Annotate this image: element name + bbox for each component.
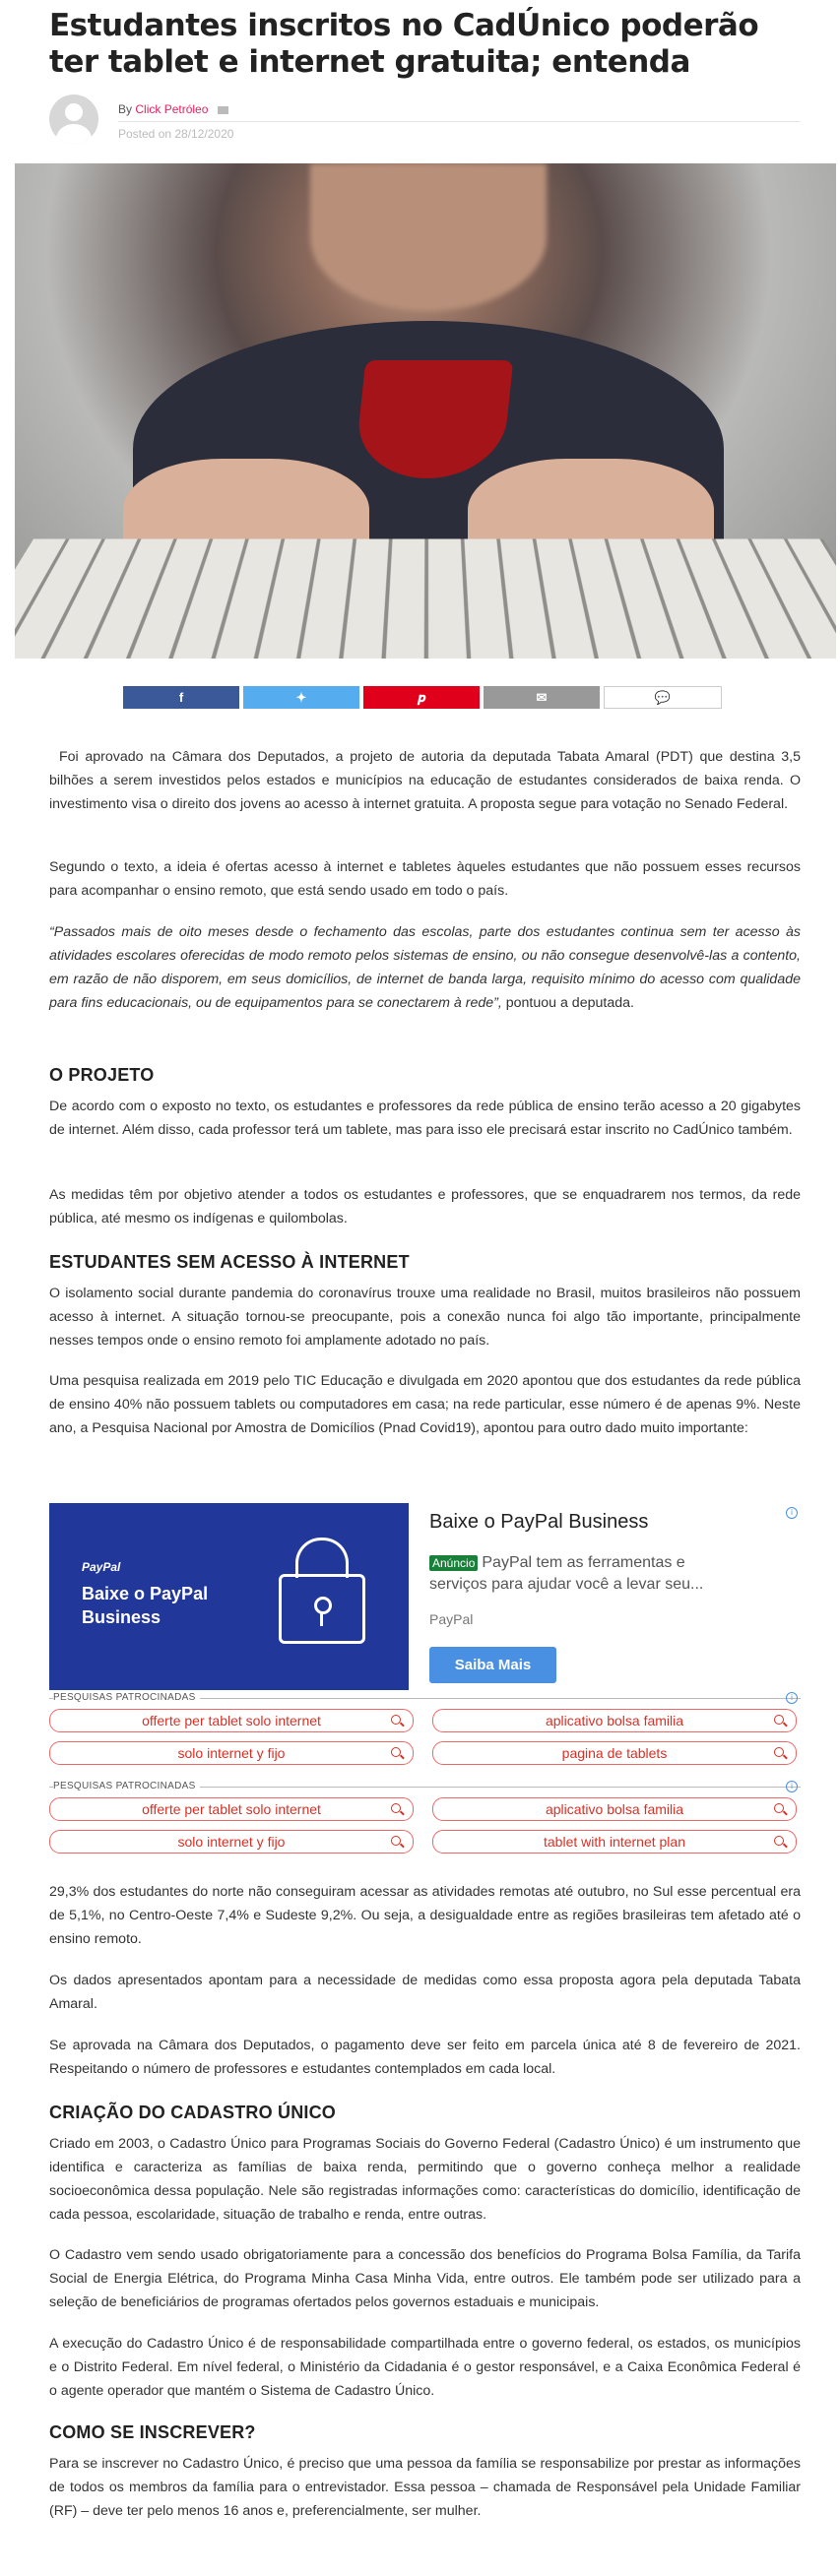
sponsored-search-link[interactable] bbox=[49, 1709, 414, 1732]
sponsored-search-link[interactable] bbox=[432, 1830, 797, 1853]
search-icon bbox=[391, 1803, 401, 1813]
ad-description-text: PayPal tem as ferramentas e serviços para ajudar você a levar seu... bbox=[429, 1554, 704, 1593]
paragraph: Uma pesquisa realizada em 2019 pelo TIC Educação e divulgada em 2020 apontou que dos estudantes da rede pública de ensino 40% não possuem tablets ou computadores em casa; na rede particular, esse número é de apenas 9%. Neste ano, a Pesquisa Nacional por Amostra de Domicílios (Pnad Covid19), apontou para outro dado muito importante: bbox=[49, 1373, 801, 1436]
author-link[interactable]: Click Petróleo bbox=[135, 102, 209, 116]
sponsored-search-link[interactable] bbox=[49, 1741, 414, 1765]
paragraph: Se aprovada na Câmara dos Deputados, o pagamento deve ser feito em parcela única até 8 de fevereiro de 2021. Respeitando o número de professores e estudantes contemplados em cada local. bbox=[49, 2038, 801, 2077]
paragraph: Os dados apresentados apontam para a necessidade de medidas como essa proposta agora pela deputada Tabata Amaral. bbox=[49, 1973, 801, 2012]
sponsored-search-text: aplicativo bolsa familia bbox=[545, 1801, 684, 1817]
quote-attribution: pontuou a deputada. bbox=[501, 995, 634, 1011]
paragraph: As medidas têm por objetivo atender a todos os estudantes e professores, que se enquadrarem nos termos, da rede pública, até mesmo os indígenas e quilombolas. bbox=[49, 1187, 801, 1226]
quote-text: “Passados mais de oito meses desde o fechamento das escolas, parte dos estudantes continua sem ter acesso às atividades escolares oferecidas de modo remoto pelos sistemas de ensino, ou não consegue desenvolvê-las a contento, em razão de não disporem, em seus domicílios, de internet de banda larga, requisito mínimo do acesso com qualidade para fins educacionais, ou de equipamentos para se conectarem à rede”, bbox=[49, 924, 801, 1011]
paragraph: O Cadastro vem sendo usado obrigatoriamente para a concessão dos benefícios do Programa Bolsa Família, da Tarifa Social de Energia Elétrica, do Programa Minha Casa Minha Vida, entre outros. Ele também pode ser utilizado para a seleção de beneficiários de programas ofertados pelos governos estaduais e municipais. bbox=[49, 2247, 801, 2310]
paypal-ad[interactable] bbox=[49, 1503, 801, 1690]
hero-image bbox=[15, 163, 836, 659]
search-icon bbox=[774, 1747, 784, 1757]
ad-source: PayPal bbox=[429, 1611, 474, 1627]
search-icon bbox=[391, 1836, 401, 1846]
sponsored-search-text: offerte per tablet solo internet bbox=[142, 1801, 321, 1817]
author-avatar bbox=[49, 94, 98, 144]
paragraph: Foi aprovado na Câmara dos Deputados, a projeto de autoria da deputada Tabata Amaral (PDT) que destina 3,5 bilhões a serem investidos pelos estados e municípios na educação de estudantes considerados de baixa renda. O investimento visa o direito dos jovens ao acesso à internet gratuita. A proposta segue para votação no Senado Federal. bbox=[49, 749, 801, 812]
sponsored-search-link[interactable] bbox=[49, 1830, 414, 1853]
sponsored-search-text: solo internet y fijo bbox=[177, 1745, 286, 1761]
twitter-share-button[interactable] bbox=[243, 686, 359, 709]
paragraph: 29,3% dos estudantes do norte não conseguiram acessar as atividades remotas até outubro, no Sul esse percentual era de 5,1%, no Centro-Oeste 7,4% e Sudeste 9,2%. Ou seja, a desigualdade entre as regiões brasileiras tem afetado até o ensino remoto. bbox=[49, 1884, 801, 1947]
ad-badge: Anúncio bbox=[429, 1555, 478, 1571]
lock-icon bbox=[279, 1574, 365, 1644]
paypal-logo: PayPal bbox=[82, 1560, 121, 1574]
mail-icon[interactable] bbox=[218, 106, 228, 114]
info-icon[interactable]: i bbox=[786, 1781, 798, 1792]
email-share-button[interactable] bbox=[484, 686, 600, 709]
sponsored-search-link[interactable] bbox=[432, 1741, 797, 1765]
info-icon[interactable]: i bbox=[786, 1692, 798, 1704]
sponsored-label: PESQUISAS PATROCINADAS bbox=[53, 1692, 200, 1703]
paragraph: A execução do Cadastro Único é de responsabilidade compartilhada entre o governo federal, os estados, os municípios e o Distrito Federal. Em nível federal, o Ministério da Cidadania é o gestor responsável, e a Caixa Econômica Federal é o agente operador que mantém o Sistema de Cadastro Único. bbox=[49, 2336, 801, 2399]
comment-icon: 💬 bbox=[654, 689, 672, 705]
facebook-icon: f bbox=[178, 690, 184, 705]
sponsored-searches bbox=[49, 1781, 801, 1865]
quote-paragraph bbox=[49, 920, 801, 1015]
search-icon bbox=[391, 1715, 401, 1725]
paragraph: O isolamento social durante pandemia do coronavírus trouxe uma realidade no Brasil, muitos brasileiros não possuem acesso à internet. A situação tornou-se preocupante, pois a conexão nunca foi algo tão importante, principalmente nesses tempos onde o ensino remoto foi amplamente adotado no país. bbox=[49, 1286, 801, 1349]
search-icon bbox=[391, 1747, 401, 1757]
ad-headline[interactable]: Baixe o PayPal Business bbox=[429, 1511, 649, 1533]
sponsored-search-link[interactable] bbox=[49, 1797, 414, 1821]
search-icon bbox=[774, 1836, 784, 1846]
twitter-icon: ✦ bbox=[295, 689, 307, 705]
sponsored-search-text: tablet with internet plan bbox=[544, 1834, 685, 1850]
paragraph: Para se inscrever no Cadastro Único, é preciso que uma pessoa da família se responsabilize por prestar as informações de todos os membros da família para o entrevistador. Essa pessoa – chamada de Responsável pela Unidade Familiar (RF) – deve ter pelo menos 16 anos e, preferencialmente, ser mulher. bbox=[49, 2456, 801, 2519]
paragraph: De acordo com o exposto no texto, os estudantes e professores da rede pública de ensino terão acesso a 20 gigabytes de internet. Além disso, cada professor terá um tablete, mas para isso ele precisará estar inscrito no CadÚnico também. bbox=[49, 1099, 801, 1138]
author-line bbox=[118, 102, 228, 116]
post-date: Posted on 28/12/2020 bbox=[118, 127, 234, 141]
ad-image[interactable] bbox=[49, 1503, 409, 1690]
section-heading: COMO SE INSCREVER? bbox=[49, 2422, 256, 2442]
ad-description bbox=[429, 1552, 744, 1596]
byline bbox=[49, 94, 801, 156]
mail-icon: ✉ bbox=[536, 689, 548, 705]
share-bar bbox=[123, 686, 722, 711]
sponsored-search-text: solo internet y fijo bbox=[177, 1834, 286, 1850]
pinterest-share-button[interactable] bbox=[363, 686, 480, 709]
learn-more-button[interactable]: Saiba Mais bbox=[429, 1647, 556, 1683]
article-title: Estudantes inscritos no CadÚnico poderão ter tablet e internet gratuita; entenda bbox=[49, 8, 759, 80]
sponsored-search-text: pagina de tablets bbox=[561, 1745, 668, 1761]
ad-info-icon[interactable]: i bbox=[786, 1507, 798, 1519]
sponsored-search-link[interactable] bbox=[432, 1709, 797, 1732]
sponsored-searches bbox=[49, 1692, 801, 1777]
ad-image-text: Baixe o PayPal Business bbox=[82, 1584, 209, 1627]
search-icon bbox=[774, 1803, 784, 1813]
sponsored-label: PESQUISAS PATROCINADAS bbox=[53, 1781, 200, 1791]
by-prefix: By bbox=[118, 102, 133, 116]
search-icon bbox=[774, 1715, 784, 1725]
section-heading: CRIAÇÃO DO CADASTRO ÚNICO bbox=[49, 2103, 336, 2122]
sponsored-search-link[interactable] bbox=[432, 1797, 797, 1821]
sponsored-search-text: aplicativo bolsa familia bbox=[545, 1713, 684, 1728]
sponsored-search-text: offerte per tablet solo internet bbox=[142, 1713, 321, 1728]
pinterest-icon: 𝒑 bbox=[417, 689, 426, 705]
section-heading: ESTUDANTES SEM ACESSO À INTERNET bbox=[49, 1252, 410, 1272]
facebook-share-button[interactable] bbox=[123, 686, 239, 709]
comment-button[interactable] bbox=[604, 686, 722, 709]
section-heading: O PROJETO bbox=[49, 1065, 155, 1085]
paragraph: Segundo o texto, a ideia é ofertas acesso à internet e tabletes àqueles estudantes que não possuem esses recursos para acompanhar o ensino remoto, que está sendo usado em todo o país. bbox=[49, 859, 801, 899]
paragraph: Criado em 2003, o Cadastro Único para Programas Sociais do Governo Federal (Cadastro Único) é um instrumento que identifica e caracteriza as famílias de baixa renda, permitindo que o governo conheça melhor a realidade socioeconômica dessa população. Nele são registradas informações como: características do domicílio, identificação de cada pessoa, escolaridade, situação de trabalho e renda, entre outras. bbox=[49, 2136, 801, 2223]
